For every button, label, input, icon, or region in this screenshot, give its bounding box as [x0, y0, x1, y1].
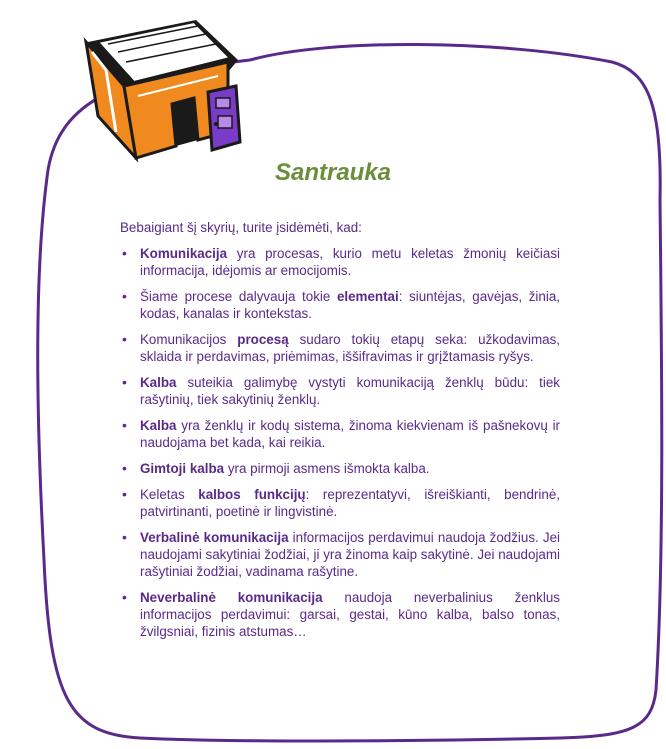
item-text: Keletas [140, 487, 199, 502]
list-item [120, 331, 560, 365]
list-item [120, 529, 560, 580]
page-title: Santrauka [274, 159, 392, 186]
item-text: yra ženklų ir kodų sistema, žinoma kiekvienam iš pašnekovų ir naudojama bet kada, kai reikia. [140, 418, 560, 450]
item-term: Neverbalinė komunikacija [140, 590, 323, 605]
intro-text: Bebaigiant šį skyrių, turite įsidėmėti, kad: [120, 220, 362, 235]
item-term: Kalba [140, 418, 177, 433]
item-text: : siuntėjas, gavėjas, žinia, kodas, kanalas ir kontekstas. [140, 289, 560, 321]
item-term: kalbos funkcijų [198, 487, 306, 502]
list-item [120, 589, 560, 640]
list-item [120, 374, 560, 408]
item-text: suteikia galimybę vystyti komunikaciją ženklų būdu: tiek rašytinių, tiek sakytinių ženklų. [140, 375, 560, 407]
item-text: : reprezentatyvi, išreiškianti, bendrinė, patvirtinanti, poetinė ir lingvistinė. [140, 487, 560, 519]
item-term: Verbalinė komunikacija [140, 530, 289, 545]
item-term: elementai [336, 289, 399, 304]
item-text: yra procesas, kurio metu keletas žmonių keičiasi informacija, idėjomis ar emocijomis. [140, 246, 560, 278]
item-term: procesą [237, 332, 289, 347]
item-text: sudaro tokių etapų seka: užkodavimas, sklaida ir perdavimas, priėmimas, iššifravimas ir grįžtamasis ryšys. [140, 332, 560, 364]
item-text: Komunikacijos [140, 332, 238, 347]
item-text: Šiame procese dalyvauja tokie [140, 289, 337, 304]
open-book-door-icon [78, 12, 254, 162]
list-item [120, 417, 560, 451]
item-term: Gimtoji kalba [140, 461, 225, 476]
item-term: Kalba [140, 375, 177, 390]
list-item [120, 486, 560, 520]
summary-list [120, 245, 560, 649]
item-text: informacijos perdavimui naudoja žodžius. Jei naudojami sakytiniai žodžiai, ji yra žinoma kaip sakytinė. Jei naudojami rašytiniai žodžiai, vadinama rašytine. [140, 530, 561, 579]
item-term: Komunikacija [140, 246, 228, 261]
list-item [120, 288, 560, 322]
item-text: yra pirmoji asmens išmokta kalba. [224, 461, 430, 476]
list-item [120, 460, 560, 477]
item-text: naudoja neverbalinius ženklus informacijos perdavimui: garsai, gestai, kūno kalba, balso tonas, žvilgsniai, fizinis atstumas… [140, 590, 560, 639]
list-item [120, 245, 560, 279]
